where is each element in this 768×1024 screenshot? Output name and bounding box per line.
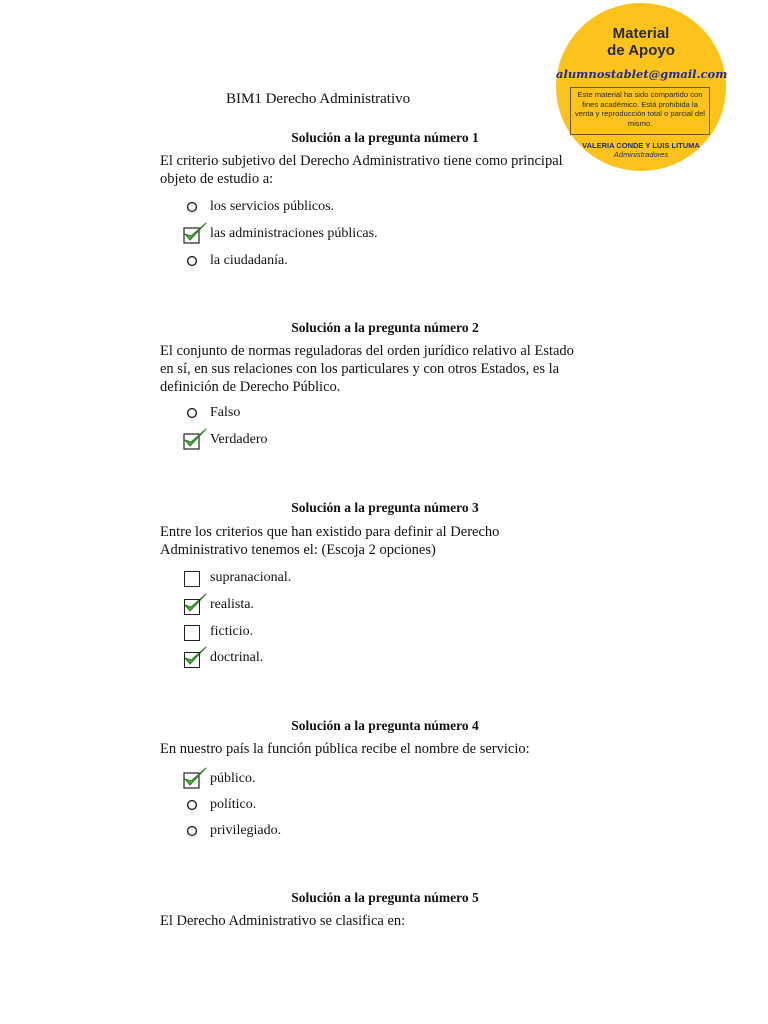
question-2-heading: Solución a la pregunta número 2 [291, 320, 479, 335]
question-4-heading: Solución a la pregunta número 4 [291, 718, 479, 733]
badge-title-line2: de Apoyo [607, 42, 675, 59]
radio-empty-icon [186, 825, 198, 837]
checkbox-empty-icon [184, 571, 200, 587]
option-label: Verdadero [210, 432, 268, 447]
checkbox-box [184, 652, 200, 668]
green-check-icon [182, 220, 208, 246]
document-title: BIM1 Derecho Administrativo [226, 91, 411, 107]
checkbox-empty-icon [184, 625, 200, 641]
question-5-heading: Solución a la pregunta número 5 [291, 890, 479, 905]
green-check-icon [182, 765, 208, 791]
question-2-text: El conjunto de normas reguladoras del orden jurídico relativo al Estado en sí, en sus relaciones con los particulares y con otros Estados, es la definición de Derecho Público. [160, 343, 574, 395]
badge-title-line1: Material [612, 25, 670, 42]
option-label: público. [210, 771, 256, 786]
option-label: realista. [210, 597, 254, 612]
question-5-text: El Derecho Administrativo se clasifica en: [160, 913, 406, 929]
radio-empty-icon [186, 799, 198, 811]
option-label: los servicios públicos. [210, 199, 335, 214]
option-label: las administraciones públicas. [210, 226, 378, 241]
badge-names: VALERIA CONDE Y LUIS LITUMA [582, 141, 700, 150]
question-4-text: En nuestro país la función pública recibe el nombre de servicio: [160, 741, 530, 757]
checkbox-box [184, 599, 200, 615]
question-3-text: Entre los criterios que han existido para definir al Derecho Administrativo tenemos el: (Escoja 2 opciones) [160, 524, 500, 558]
question-3-heading: Solución a la pregunta número 3 [291, 500, 479, 515]
question-1-text: El criterio subjetivo del Derecho Administrativo tiene como principal objeto de estudio a: [160, 153, 563, 187]
option-label: la ciudadanía. [210, 253, 288, 268]
green-check-icon [182, 426, 208, 452]
badge-notice: Este material ha sido compartido con fines académico. Está prohibida la venta y reproducción total o parcial del mismo. [574, 90, 705, 128]
option-label: ficticio. [210, 624, 254, 639]
radio-empty-icon [186, 201, 198, 213]
option-label: Falso [210, 405, 241, 420]
radio-empty-icon [186, 407, 198, 419]
badge-email: alumnostablet@gmail.com [556, 67, 728, 81]
question-1-heading: Solución a la pregunta número 1 [291, 130, 479, 145]
option-label: doctrinal. [210, 650, 264, 665]
badge-role: Administradores [613, 150, 669, 159]
option-label: privilegiado. [210, 823, 282, 838]
option-label: político. [210, 797, 257, 812]
radio-empty-icon [186, 255, 198, 267]
option-label: supranacional. [210, 570, 292, 585]
